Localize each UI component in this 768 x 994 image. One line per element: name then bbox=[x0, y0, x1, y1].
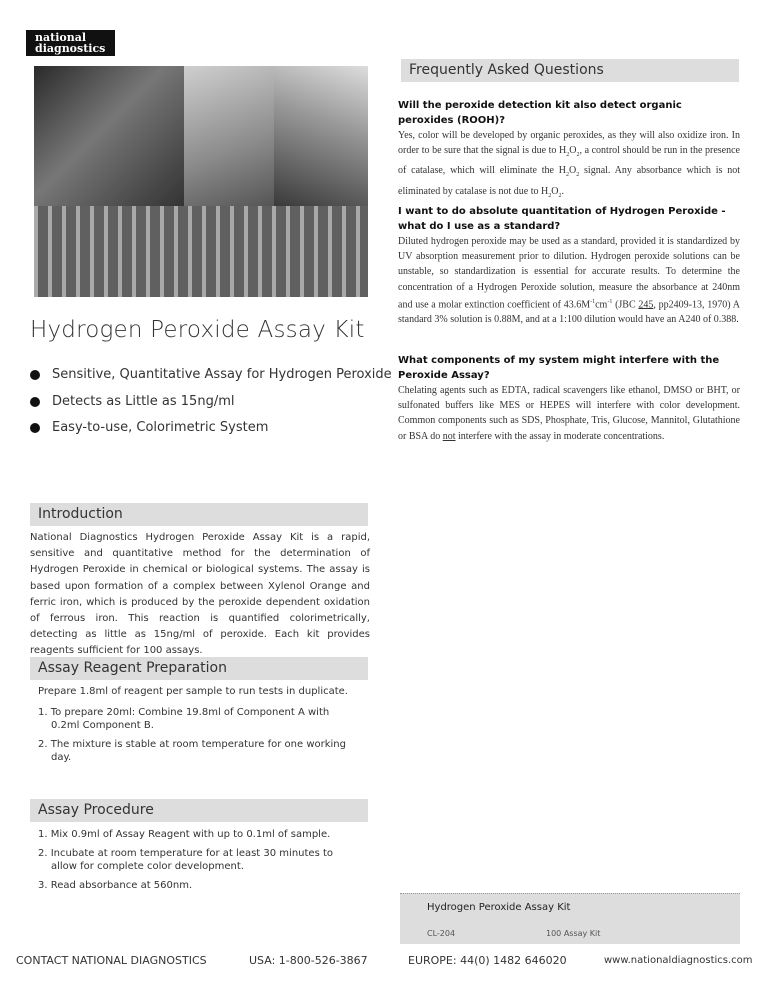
feature-item: Sensitive, Quantitative Assay for Hydrogen Peroxide bbox=[30, 367, 392, 394]
preparation-intro: Prepare 1.8ml of reagent per sample to run tests in duplicate. bbox=[38, 686, 348, 697]
procedure-steps bbox=[38, 828, 362, 898]
footer-usa-phone: USA: 1-800-526-3867 bbox=[249, 954, 368, 967]
bullet-icon bbox=[30, 423, 40, 433]
faq-item-2 bbox=[398, 204, 740, 328]
feature-item: Detects as Little as 15ng/ml bbox=[30, 394, 392, 421]
bullet-icon bbox=[30, 370, 40, 380]
faq-item-1 bbox=[398, 98, 740, 204]
procedure-step: 1. Mix 0.9ml of Assay Reagent with up to 0.1ml of sample. bbox=[38, 829, 331, 840]
page-title: Hydrogen Peroxide Assay Kit bbox=[30, 317, 365, 343]
faq-question: Will the peroxide detection kit also detect organic peroxides (ROOH)? bbox=[398, 100, 682, 126]
preparation-step: 2. The mixture is stable at room temperature for one working day. bbox=[38, 739, 346, 763]
bullet-icon bbox=[30, 397, 40, 407]
lab-photo-collage bbox=[34, 66, 368, 297]
logo-line-2: diagnostics bbox=[35, 42, 106, 55]
kit-size: 100 Assay Kit bbox=[546, 929, 601, 938]
procedure-heading: Assay Procedure bbox=[30, 799, 368, 822]
footer-europe-phone: EUROPE: 44(0) 1482 646020 bbox=[408, 954, 567, 967]
kit-name: Hydrogen Peroxide Assay Kit bbox=[427, 902, 571, 913]
photo-pipette bbox=[34, 66, 184, 206]
procedure-step: 2. Incubate at room temperature for at least 30 minutes to allow for complete color development. bbox=[38, 848, 334, 872]
faq-item-3 bbox=[398, 353, 740, 444]
faq-question: I want to do absolute quantitation of Hydrogen Peroxide - what do I use as a standard? bbox=[398, 206, 726, 232]
introduction-heading: Introduction bbox=[30, 503, 368, 526]
kit-code: CL-204 bbox=[427, 929, 456, 938]
faq-heading: Frequently Asked Questions bbox=[401, 59, 739, 82]
company-logo bbox=[26, 30, 115, 56]
footer-website-link[interactable]: www.nationaldiagnostics.com bbox=[604, 955, 753, 966]
procedure-step: 3. Read absorbance at 560nm. bbox=[38, 880, 193, 891]
preparation-step: 1. To prepare 20ml: Combine 19.8ml of Component A with 0.2ml Component B. bbox=[38, 707, 330, 731]
feature-list bbox=[30, 367, 392, 447]
photo-pipette-tips bbox=[34, 206, 368, 297]
preparation-steps bbox=[38, 706, 358, 770]
kit-info-box bbox=[400, 893, 740, 944]
logo-line-1: national bbox=[35, 31, 87, 44]
photo-microplate bbox=[184, 66, 274, 206]
faq-question: What components of my system might interfere with the Peroxide Assay? bbox=[398, 355, 720, 381]
footer-contact: CONTACT NATIONAL DIAGNOSTICS bbox=[16, 954, 207, 967]
introduction-text: National Diagnostics Hydrogen Peroxide Assay Kit is a rapid, sensitive and quantitative method for the determination of Hydrogen Peroxide in chemical or biological systems. The assay is based upon formation of a complex between Xylenol Orange and ferric iron, which is produced by the peroxide dependent oxidation of ferrous iron. This reaction is quantified colorimetrically, detecting as little as 15ng/ml of peroxide. Each kit provides reagents sufficient for 100 assays. bbox=[30, 532, 370, 657]
faq-answer: Chelating agents such as EDTA, radical scavengers like ethanol, DMSO or BHT, or sulfonated buffers like MES or HEPES will interfere with color development. Common components such as SDS, Phosphate, Tris, Glucose, Mannitol, Glutathione or BSA do not interfere with the assay in moderate concentrations. bbox=[398, 385, 740, 442]
photo-scientist bbox=[274, 66, 368, 206]
faq-answer: Yes, color will be developed by organic peroxides, as they will also oxidize iron. In order to be sure that the signal is due to $H_2O_2$, a control should be run in the presence of catalase, which will eliminate the $H_2O_2$ signal. Any absorbance which is not eliminated by catalase is not due to $H_2O_2$. bbox=[398, 130, 740, 199]
preparation-heading: Assay Reagent Preparation bbox=[30, 657, 368, 680]
feature-item: Easy-to-use, Colorimetric System bbox=[30, 420, 392, 447]
faq-answer: Diluted hydrogen peroxide may be used as a standard, provided it is standardized by UV absorption measurement prior to dilution. Hydrogen peroxide solutions can be unstable, so standardization is essential for accurate results. To determine the concentration of a Hydrogen Peroxide solution, measure the absorbance at 240nm and use a molar extinction coefficient of $43.6M^{-1}cm^{-1}$ (JBC 245, pp2409-13, 1970) A standard 3% solution is 0.88M, and at a 1:100 dilution would have an A240 of 0.388. bbox=[398, 236, 741, 326]
